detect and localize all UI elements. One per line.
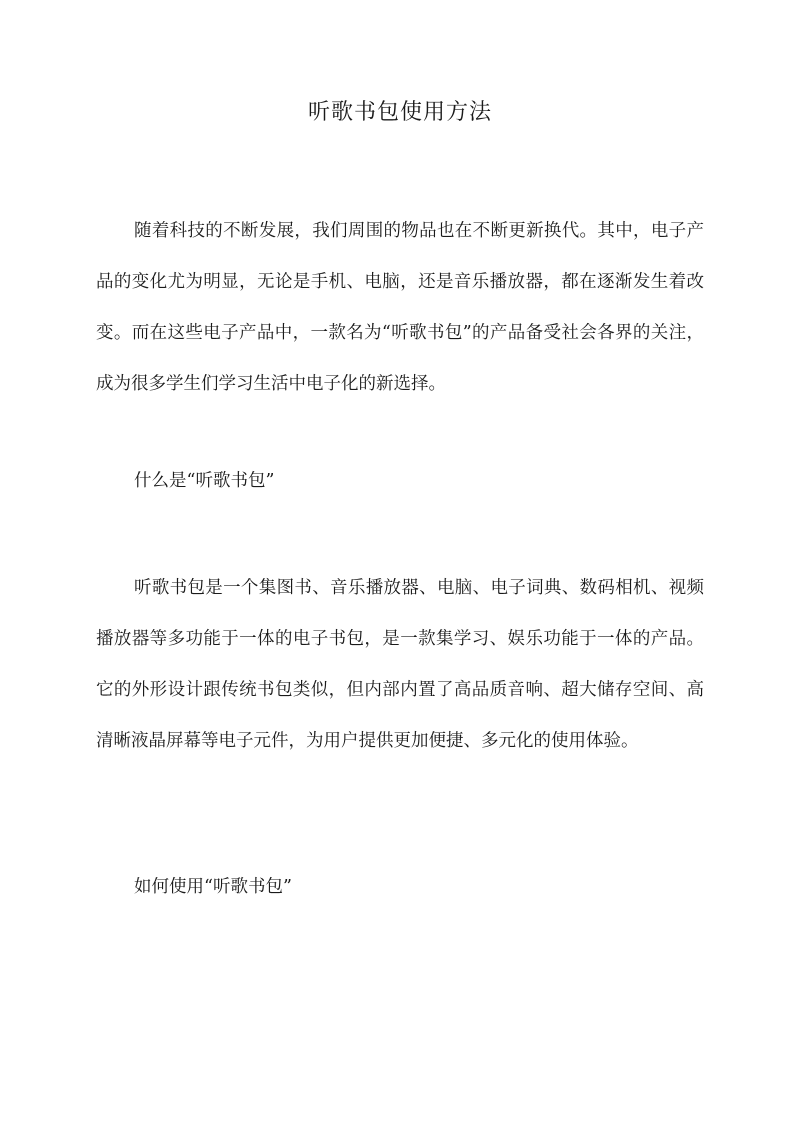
document-title: 听歌书包使用方法 bbox=[307, 100, 492, 125]
description-paragraph: 听歌书包是一个集图书、音乐播放器、电脑、电子词典、数码相机、视频播放器等多功能于一体的电子书包，是一款集学习、娱乐功能于一体的产品。它的外形设计跟传统书包类似，但内部内置了高品质音响、超大储存空间、高清晰液晶屏幕等电子元件，为用户提供更加便捷、多元化的使用体验。 bbox=[96, 578, 704, 751]
intro-paragraph: 随着科技的不断发展，我们周围的物品也在不断更新换代。其中，电子产品的变化尤为明显，无论是手机、电脑，还是音乐播放器，都在逐渐发生着改变。而在这些电子产品中，一款名为“听歌书包”的产品备受社会各界的关注，成为很多学生们学习生活中电子化的新选择。 bbox=[96, 221, 704, 394]
section-heading-what-is: 什么是“听歌书包” bbox=[134, 471, 275, 491]
section-heading-how-to-use: 如何使用“听歌书包” bbox=[134, 877, 292, 897]
